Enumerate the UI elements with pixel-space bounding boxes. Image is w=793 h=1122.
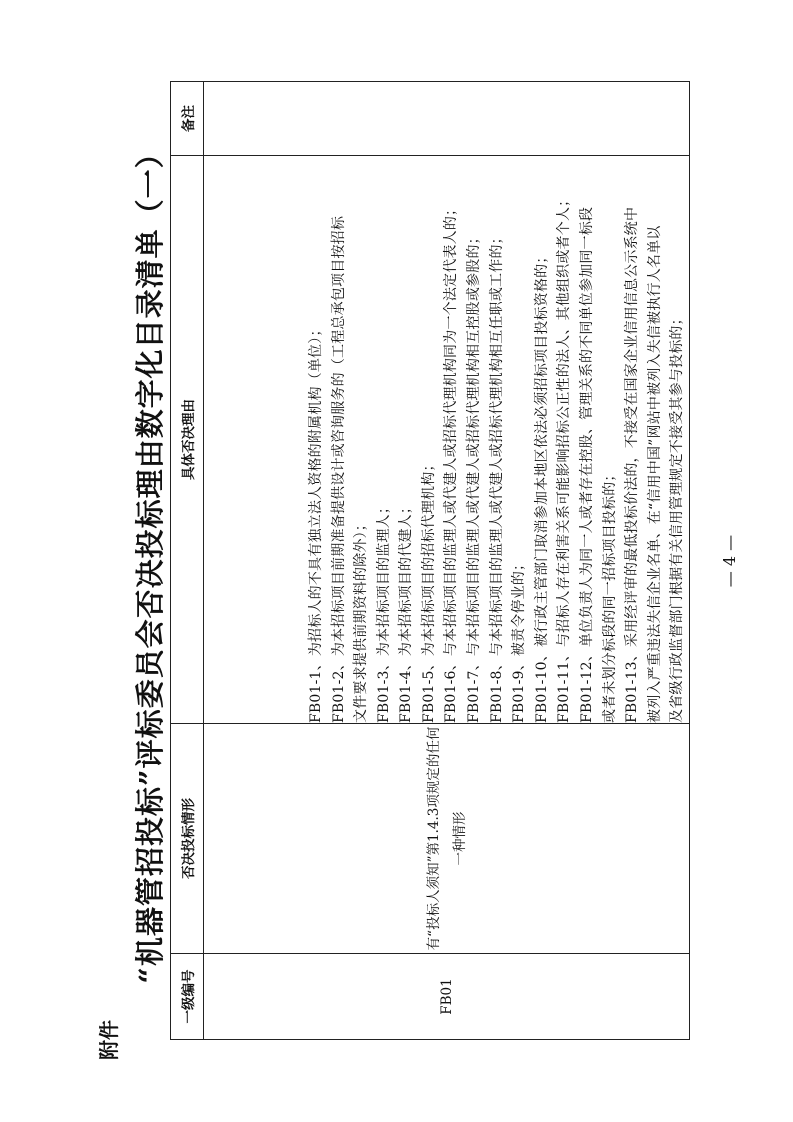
reason-line: FB01-7、与本招标项目的监理人或代建人或招标代理机构相互控股或参股的； <box>466 230 483 723</box>
reason-line: FB01-13、采用经评审的最低投标价法的，不接受在国家企业信用信息公示系统中 <box>624 206 641 723</box>
reason-line: 及省级行政监督部门根据有关信用管理规定不接受其参与投标的； <box>669 311 686 723</box>
situation-line: 一种情形 <box>451 811 468 866</box>
document-title: “机器管招投标”评标委员会否决投标理由数字化目录清单（一） <box>133 138 167 984</box>
row-reasons <box>204 156 690 724</box>
reason-line: 被列入严重违法失信企业名单、在“信用中国”网站中被列入失信被执行人名单以 <box>646 225 663 723</box>
reason-line: FB01-10、被行政主管部门取消参加本地区依法必须招标项目投标资格的； <box>533 249 550 723</box>
reason-line: FB01-1、为招标人的不具有独立法人资格的附属机构（单位）； <box>307 322 324 723</box>
page-number: — 4 — <box>720 534 739 588</box>
table-header-row <box>171 82 204 1040</box>
reason-line: FB01-3、为本招标项目的监理人； <box>375 499 392 723</box>
reason-line: FB01-5、为本招标项目的招标代理机构； <box>420 457 437 723</box>
reason-line: FB01-6、与本招标项目的监理人或代建人或招标代理机构同为一个法定代表人的； <box>443 201 460 723</box>
reason-line: FB01-12、单位负责人为同一人或者存在控股、管理关系的不同单位参加同一标段 <box>579 206 596 723</box>
row-situation <box>204 724 690 954</box>
reason-line: FB01-9、被责令停业的； <box>511 556 528 723</box>
row-remark <box>204 82 690 156</box>
reason-line: FB01-11、与招标人存在利害关系可能影响招标公正性的法人、其他组织或者个人； <box>556 192 573 723</box>
reason-line: FB01-2、为本招标项目前期准备提供设计或咨询服务的（工程总承包项目按招标 <box>330 215 347 723</box>
reason-line: 文件要求提供前期资料的除外）； <box>353 517 370 723</box>
column-header-code: 一级编号 <box>171 954 204 1040</box>
reason-line: 或者未划分标段的同一招标项目投标的； <box>601 467 618 723</box>
column-header-remark: 备注 <box>171 82 204 156</box>
column-header-reasons: 具体否决理由 <box>171 156 204 724</box>
situation-line: 有“投标人须知”第1.4.3项规定的任何 <box>425 726 442 951</box>
column-header-situation: 否决投标情形 <box>171 724 204 954</box>
rejection-reasons-table <box>170 81 690 1040</box>
table-row <box>204 82 690 1040</box>
reason-line: FB01-8、与本招标项目的监理人或代建人或招标代理机构相互任职或工作的； <box>488 230 505 723</box>
attachment-label: 附件 <box>97 1020 121 1060</box>
reason-line: FB01-4、为本招标项目的代建人； <box>398 499 415 723</box>
row-code: FB01 <box>204 954 690 1040</box>
